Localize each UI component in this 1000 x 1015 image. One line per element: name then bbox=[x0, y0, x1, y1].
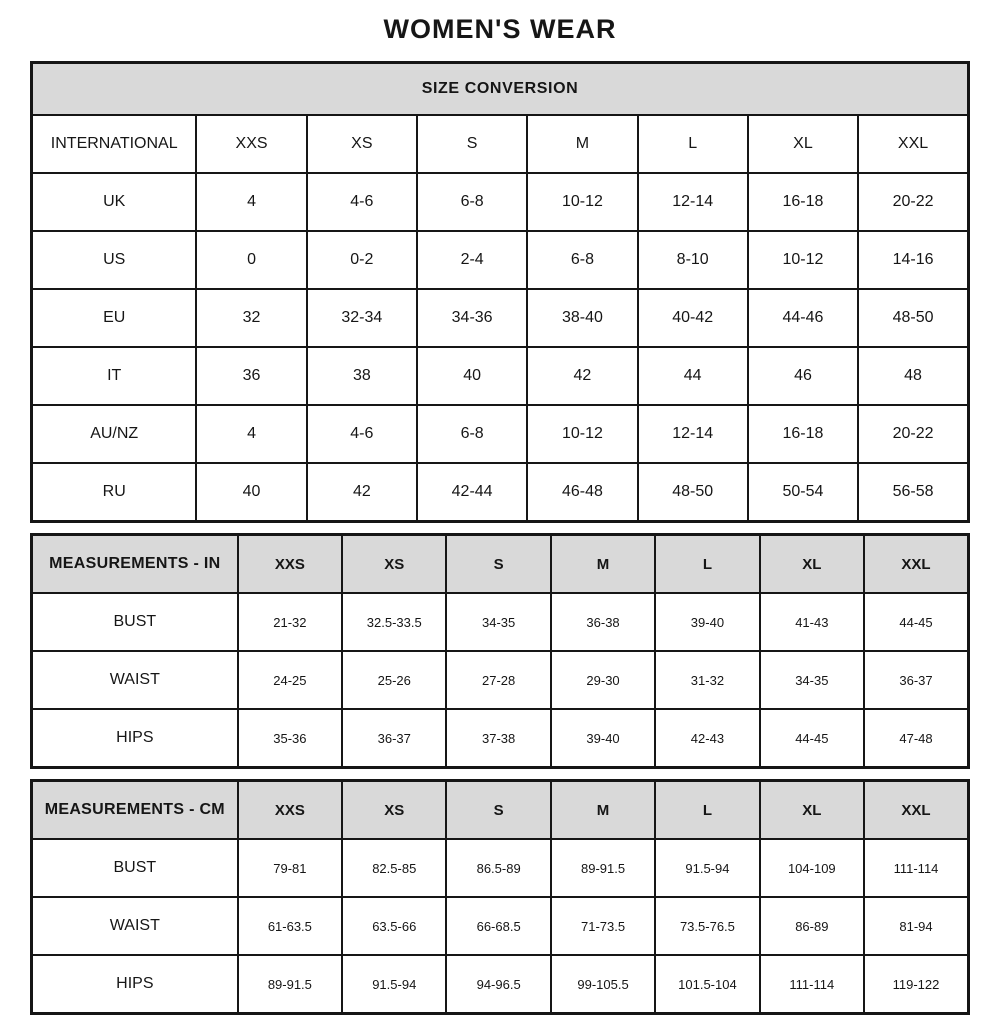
column-header-cell: XXL bbox=[864, 781, 968, 840]
table-row bbox=[32, 709, 969, 768]
column-header-cell: M bbox=[551, 781, 655, 840]
value-cell: 82.5-85 bbox=[342, 839, 446, 897]
table-row bbox=[32, 651, 969, 709]
table-title-cell: SIZE CONVERSION bbox=[32, 63, 969, 116]
value-cell: 81-94 bbox=[864, 897, 968, 955]
column-header-row bbox=[32, 781, 969, 840]
value-cell: 99-105.5 bbox=[551, 955, 655, 1014]
row-label-cell: HIPS bbox=[32, 955, 238, 1014]
value-cell: 2-4 bbox=[417, 231, 527, 289]
value-cell: 25-26 bbox=[342, 651, 446, 709]
value-cell: 8-10 bbox=[638, 231, 748, 289]
column-header-cell: XXS bbox=[238, 535, 342, 594]
table-row bbox=[32, 231, 969, 289]
value-cell: 50-54 bbox=[748, 463, 858, 522]
column-header-cell: XS bbox=[342, 781, 446, 840]
value-cell: 37-38 bbox=[446, 709, 550, 768]
row-label-cell: IT bbox=[32, 347, 197, 405]
value-cell: 48 bbox=[858, 347, 968, 405]
value-cell: 39-40 bbox=[551, 709, 655, 768]
value-cell: 16-18 bbox=[748, 173, 858, 231]
value-cell: 40 bbox=[417, 347, 527, 405]
table-row bbox=[32, 955, 969, 1014]
value-cell: 10-12 bbox=[527, 405, 637, 463]
value-cell: 111-114 bbox=[760, 955, 864, 1014]
value-cell: 27-28 bbox=[446, 651, 550, 709]
value-cell: 38-40 bbox=[527, 289, 637, 347]
table-row bbox=[32, 593, 969, 651]
value-cell: 12-14 bbox=[638, 173, 748, 231]
row-label-cell: UK bbox=[32, 173, 197, 231]
value-cell: 32 bbox=[196, 289, 306, 347]
value-cell: 0-2 bbox=[307, 231, 417, 289]
value-cell: 21-32 bbox=[238, 593, 342, 651]
value-cell: 86.5-89 bbox=[446, 839, 550, 897]
corner-header-cell: MEASUREMENTS - CM bbox=[32, 781, 238, 840]
value-cell: 24-25 bbox=[238, 651, 342, 709]
row-label-cell: US bbox=[32, 231, 197, 289]
value-cell: 71-73.5 bbox=[551, 897, 655, 955]
table-row bbox=[32, 347, 969, 405]
value-cell: 39-40 bbox=[655, 593, 759, 651]
value-cell: 40 bbox=[196, 463, 306, 522]
column-header-cell: M bbox=[551, 535, 655, 594]
table-title-row bbox=[32, 63, 969, 116]
value-cell: 42-43 bbox=[655, 709, 759, 768]
value-cell: 6-8 bbox=[417, 405, 527, 463]
size-conversion-table bbox=[30, 61, 970, 523]
value-cell: 44-46 bbox=[748, 289, 858, 347]
value-cell: 34-36 bbox=[417, 289, 527, 347]
value-cell: 36-37 bbox=[864, 651, 968, 709]
row-label-cell: HIPS bbox=[32, 709, 238, 768]
corner-header-cell: INTERNATIONAL bbox=[32, 115, 197, 173]
table-row bbox=[32, 897, 969, 955]
value-cell: 10-12 bbox=[527, 173, 637, 231]
value-cell: 35-36 bbox=[238, 709, 342, 768]
value-cell: 104-109 bbox=[760, 839, 864, 897]
value-cell: 34-35 bbox=[760, 651, 864, 709]
value-cell: 0 bbox=[196, 231, 306, 289]
value-cell: 89-91.5 bbox=[238, 955, 342, 1014]
column-header-cell: M bbox=[527, 115, 637, 173]
value-cell: 14-16 bbox=[858, 231, 968, 289]
measurements-cm-table bbox=[30, 779, 970, 1015]
value-cell: 44-45 bbox=[864, 593, 968, 651]
column-header-row bbox=[32, 115, 969, 173]
value-cell: 38 bbox=[307, 347, 417, 405]
column-header-cell: XL bbox=[760, 535, 864, 594]
row-label-cell: BUST bbox=[32, 839, 238, 897]
column-header-cell: XL bbox=[760, 781, 864, 840]
table-row bbox=[32, 173, 969, 231]
column-header-row bbox=[32, 535, 969, 594]
column-header-cell: XXL bbox=[864, 535, 968, 594]
value-cell: 86-89 bbox=[760, 897, 864, 955]
value-cell: 34-35 bbox=[446, 593, 550, 651]
value-cell: 111-114 bbox=[864, 839, 968, 897]
value-cell: 36-37 bbox=[342, 709, 446, 768]
value-cell: 6-8 bbox=[527, 231, 637, 289]
column-header-cell: L bbox=[655, 781, 759, 840]
value-cell: 42 bbox=[527, 347, 637, 405]
value-cell: 89-91.5 bbox=[551, 839, 655, 897]
value-cell: 36 bbox=[196, 347, 306, 405]
value-cell: 47-48 bbox=[864, 709, 968, 768]
value-cell: 63.5-66 bbox=[342, 897, 446, 955]
value-cell: 44-45 bbox=[760, 709, 864, 768]
measurements-in-table bbox=[30, 533, 970, 769]
value-cell: 46 bbox=[748, 347, 858, 405]
table-row bbox=[32, 463, 969, 522]
value-cell: 41-43 bbox=[760, 593, 864, 651]
column-header-cell: S bbox=[417, 115, 527, 173]
value-cell: 119-122 bbox=[864, 955, 968, 1014]
column-header-cell: XL bbox=[748, 115, 858, 173]
column-header-cell: XS bbox=[342, 535, 446, 594]
value-cell: 4-6 bbox=[307, 405, 417, 463]
value-cell: 20-22 bbox=[858, 173, 968, 231]
value-cell: 12-14 bbox=[638, 405, 748, 463]
row-label-cell: WAIST bbox=[32, 897, 238, 955]
value-cell: 66-68.5 bbox=[446, 897, 550, 955]
value-cell: 31-32 bbox=[655, 651, 759, 709]
row-label-cell: AU/NZ bbox=[32, 405, 197, 463]
column-header-cell: L bbox=[638, 115, 748, 173]
value-cell: 4 bbox=[196, 173, 306, 231]
column-header-cell: XS bbox=[307, 115, 417, 173]
column-header-cell: XXS bbox=[238, 781, 342, 840]
table-row bbox=[32, 405, 969, 463]
value-cell: 101.5-104 bbox=[655, 955, 759, 1014]
value-cell: 36-38 bbox=[551, 593, 655, 651]
row-label-cell: BUST bbox=[32, 593, 238, 651]
value-cell: 29-30 bbox=[551, 651, 655, 709]
value-cell: 42 bbox=[307, 463, 417, 522]
value-cell: 46-48 bbox=[527, 463, 637, 522]
value-cell: 6-8 bbox=[417, 173, 527, 231]
row-label-cell: WAIST bbox=[32, 651, 238, 709]
row-label-cell: EU bbox=[32, 289, 197, 347]
column-header-cell: XXL bbox=[858, 115, 968, 173]
value-cell: 91.5-94 bbox=[655, 839, 759, 897]
value-cell: 94-96.5 bbox=[446, 955, 550, 1014]
value-cell: 4-6 bbox=[307, 173, 417, 231]
value-cell: 20-22 bbox=[858, 405, 968, 463]
value-cell: 10-12 bbox=[748, 231, 858, 289]
value-cell: 79-81 bbox=[238, 839, 342, 897]
value-cell: 48-50 bbox=[638, 463, 748, 522]
value-cell: 48-50 bbox=[858, 289, 968, 347]
value-cell: 44 bbox=[638, 347, 748, 405]
column-header-cell: XXS bbox=[196, 115, 306, 173]
value-cell: 32.5-33.5 bbox=[342, 593, 446, 651]
value-cell: 32-34 bbox=[307, 289, 417, 347]
value-cell: 4 bbox=[196, 405, 306, 463]
value-cell: 61-63.5 bbox=[238, 897, 342, 955]
row-label-cell: RU bbox=[32, 463, 197, 522]
value-cell: 42-44 bbox=[417, 463, 527, 522]
value-cell: 73.5-76.5 bbox=[655, 897, 759, 955]
column-header-cell: L bbox=[655, 535, 759, 594]
page-title: WOMEN'S WEAR bbox=[383, 14, 617, 44]
corner-header-cell: MEASUREMENTS - IN bbox=[32, 535, 238, 594]
value-cell: 91.5-94 bbox=[342, 955, 446, 1014]
table-row bbox=[32, 839, 969, 897]
column-header-cell: S bbox=[446, 781, 550, 840]
value-cell: 40-42 bbox=[638, 289, 748, 347]
value-cell: 56-58 bbox=[858, 463, 968, 522]
value-cell: 16-18 bbox=[748, 405, 858, 463]
table-row bbox=[32, 289, 969, 347]
column-header-cell: S bbox=[446, 535, 550, 594]
